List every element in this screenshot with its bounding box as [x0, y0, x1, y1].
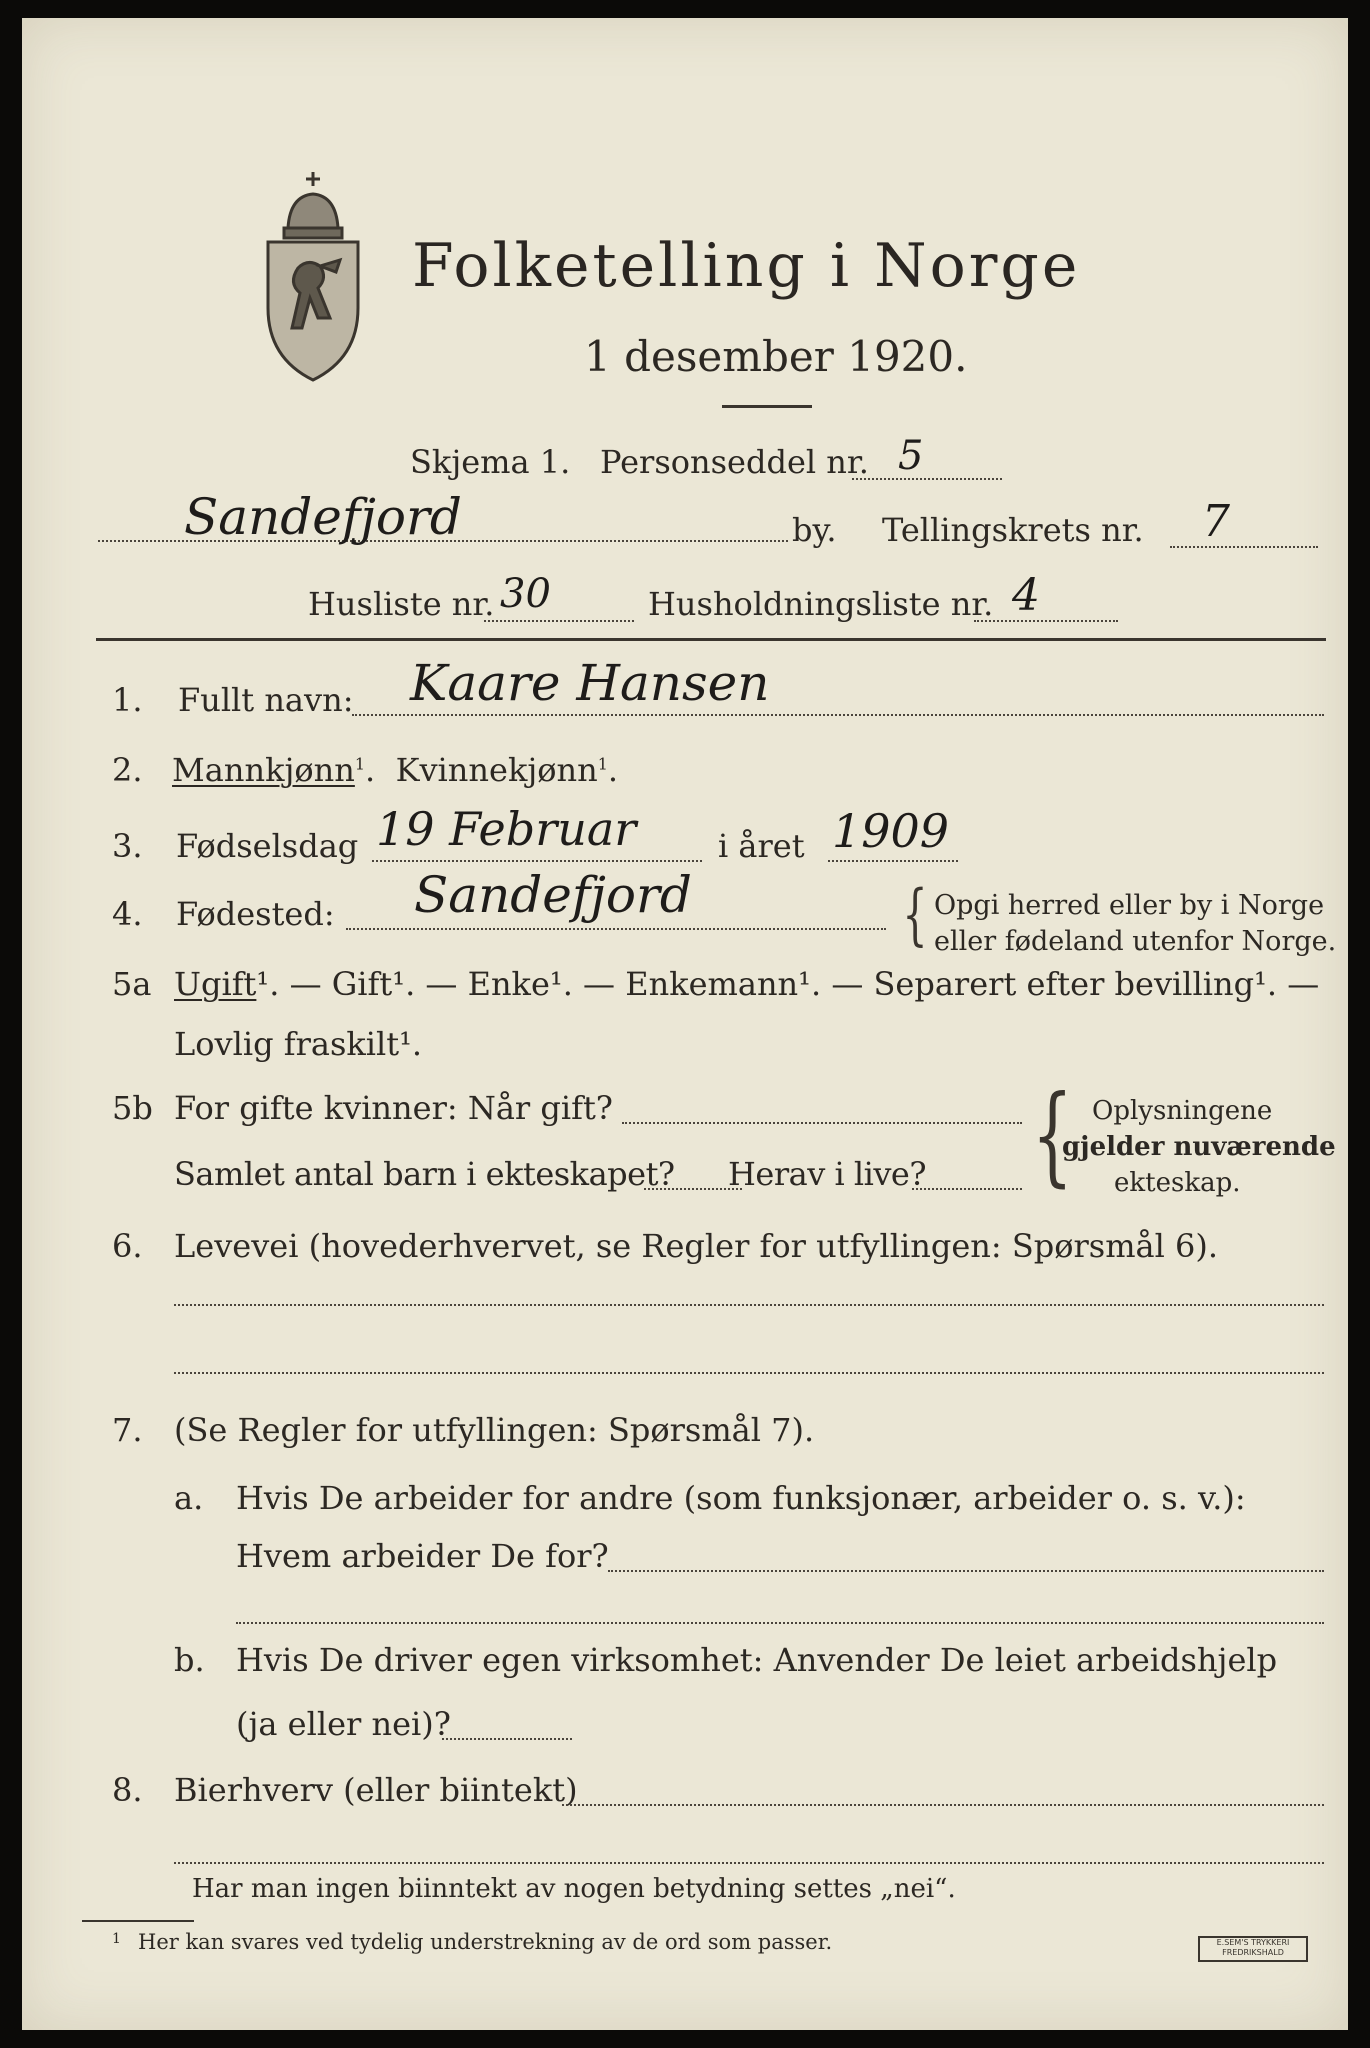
q8-note: Har man ingen biinntekt av nogen betydning settes „nei“. — [192, 1874, 956, 1904]
q6-line-2 — [174, 1372, 1324, 1374]
q8-line-1 — [562, 1804, 1324, 1806]
by-label: by. — [792, 511, 837, 549]
q4-note-line-2: eller fødeland utenfor Norge. — [934, 926, 1337, 957]
header-divider — [722, 405, 812, 408]
q3-day-line — [372, 860, 702, 862]
q5b-alive-label: Herav i live? — [728, 1155, 927, 1193]
q2-footnote-ref-2: 1 — [597, 754, 608, 774]
by-value[interactable]: Sandefjord — [184, 488, 462, 546]
section-divider — [96, 638, 1326, 641]
q4-note-brace: { — [902, 876, 928, 953]
husholdningsliste-line — [974, 620, 1118, 622]
q2-number: 2. — [112, 751, 143, 789]
husholdningsliste-label: Husholdningsliste nr. — [648, 585, 994, 623]
q6-label: Levevei (hovederhvervet, se Regler for utfyllingen: Spørsmål 6). — [174, 1227, 1219, 1265]
husliste-value[interactable]: 30 — [500, 571, 551, 617]
q3-number: 3. — [112, 827, 143, 865]
q1-line — [352, 714, 1324, 716]
q8-line-2 — [174, 1862, 1324, 1864]
q2-punct-1: . — [365, 751, 376, 789]
gender-male-option[interactable]: Mannkjønn — [172, 751, 355, 789]
q5a-options — [174, 965, 1320, 1003]
q5b-note-line-3: ekteskap. — [1114, 1168, 1241, 1198]
husliste-label: Husliste nr. — [308, 585, 495, 623]
q2-punct-2: . — [607, 751, 619, 789]
birth-day-value[interactable]: 19 Februar — [376, 802, 637, 856]
q7b-letter: b. — [174, 1641, 205, 1679]
husliste-line — [484, 620, 634, 622]
q4-number: 4. — [112, 895, 143, 933]
q7b-answer-line — [442, 1738, 572, 1740]
personseddel-line — [852, 478, 1002, 480]
q5b-note-brace: { — [1031, 1073, 1073, 1198]
q3-year-label: i året — [718, 827, 805, 865]
q5a-number: 5a — [112, 965, 152, 1003]
skjema-label: Skjema 1. — [410, 443, 571, 481]
q7a-line-1: Hvis De arbeider for andre (som funksjonær, arbeider o. s. v.): — [236, 1479, 1246, 1517]
q1-number: 1. — [112, 681, 143, 719]
q8-number: 8. — [112, 1771, 143, 1809]
footnote-mark: 1 — [112, 1931, 121, 1947]
birthplace-value[interactable]: Sandefjord — [414, 866, 692, 924]
footnote-divider — [82, 1920, 194, 1922]
marital-ugift-option[interactable]: Ugift — [174, 965, 257, 1003]
q1-label: Fullt navn: — [178, 681, 354, 719]
full-name-value[interactable]: Kaare Hansen — [410, 654, 770, 712]
q6-line-1 — [174, 1304, 1324, 1306]
q5b-note-line-2: gjelder nuværende — [1062, 1132, 1336, 1162]
q3-year-line — [828, 860, 958, 862]
q5b-label: For gifte kvinner: Når gift? — [174, 1089, 613, 1127]
tellingskrets-line — [1170, 546, 1318, 548]
q5b-number: 5b — [112, 1089, 153, 1127]
q5b-alive-line — [912, 1188, 1022, 1190]
q2-footnote-ref-1: 1 — [354, 754, 366, 774]
q4-line — [346, 928, 886, 930]
q7b-line-1: Hvis De driver egen virksomhet: Anvender De leiet arbeidshjelp — [236, 1641, 1278, 1679]
husholdningsliste-value[interactable]: 4 — [1012, 570, 1040, 621]
q7-label: (Se Regler for utfyllingen: Spørsmål 7). — [174, 1411, 815, 1449]
q7b-line-2: (ja eller nei)? — [236, 1705, 451, 1743]
q2-options — [172, 751, 619, 789]
q3-label: Fødselsdag — [176, 827, 359, 865]
q7-number: 7. — [112, 1411, 143, 1449]
q4-note-line-1: Opgi herred eller by i Norge — [934, 890, 1325, 921]
q5b-married-line — [622, 1122, 1022, 1124]
q7a-line-2: Hvem arbeider De for? — [236, 1537, 609, 1575]
norwegian-coat-of-arms-icon — [248, 168, 378, 388]
census-form-page — [22, 18, 1348, 2030]
printer-stamp: E.SEM'S TRYKKERI FREDRIKSHALD — [1198, 1936, 1308, 1962]
q8-label: Bierhverv (eller biintekt) — [174, 1771, 578, 1809]
personseddel-label: Personseddel nr. — [600, 443, 869, 481]
form-title: Folketelling i Norge — [412, 231, 1081, 301]
marital-other-options[interactable]: ¹. — Gift¹. — Enke¹. — Enkemann¹. — Separert efter bevilling¹. — — [256, 965, 1320, 1003]
q4-label: Fødested: — [176, 895, 335, 933]
q6-number: 6. — [112, 1227, 143, 1265]
q5a-line-2[interactable]: Lovlig fraskilt¹. — [174, 1025, 423, 1063]
q5b-note-line-1: Oplysningene — [1092, 1096, 1273, 1126]
tellingskrets-value[interactable]: 7 — [1202, 496, 1230, 547]
footnote-text: Her kan svares ved tydelig understrekning av de ord som passer. — [138, 1930, 833, 1954]
q7a-answer-line-1 — [608, 1570, 1324, 1572]
census-date: 1 desember 1920. — [584, 332, 968, 381]
gender-female-option[interactable]: Kvinnekjønn — [395, 751, 598, 789]
q5b-children-label: Samlet antal barn i ekteskapet? — [174, 1155, 675, 1193]
birth-year-value[interactable]: 1909 — [832, 804, 950, 858]
personseddel-value[interactable]: 5 — [898, 433, 924, 479]
q7a-answer-line-2 — [236, 1622, 1324, 1624]
q7a-letter: a. — [174, 1479, 204, 1517]
tellingskrets-label: Tellingskrets nr. — [882, 511, 1144, 549]
